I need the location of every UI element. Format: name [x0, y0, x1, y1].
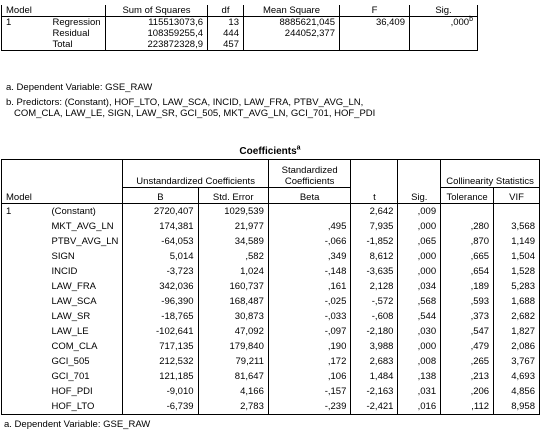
coef-cell-t: 1,484	[351, 369, 398, 384]
anova-row-residual	[2, 28, 478, 39]
anova-cell-ms: 244052,377	[244, 28, 340, 39]
coef-cell-vif: 4,856	[494, 384, 540, 399]
coef-row-label: LAW_FRA	[48, 279, 123, 294]
anova-note-dependent: a. Dependent Variable: GSE_RAW	[6, 82, 153, 93]
coef-row-label: GCI_701	[48, 369, 123, 384]
coef-cell-beta: ,495	[268, 219, 351, 234]
anova-cell-df: 457	[208, 39, 244, 51]
coef-cell-sig: ,031	[398, 384, 441, 399]
coef-cell-beta: -,033	[268, 309, 351, 324]
coef-cell-std-error: 81,647	[198, 369, 268, 384]
coef-cell-vif: 1,149	[494, 234, 540, 249]
coef-row-label: COM_CLA	[48, 339, 123, 354]
coef-cell-std-error: 179,840	[198, 339, 268, 354]
coef-cell-vif: 3,767	[494, 354, 540, 369]
anova-cell-df: 444	[208, 28, 244, 39]
coef-cell-tolerance: ,265	[441, 354, 494, 369]
table-row	[2, 204, 540, 220]
table-row	[2, 309, 540, 324]
coef-row-label: HOF_LTO	[48, 399, 123, 415]
anova-cell-df: 13	[208, 17, 244, 29]
coef-cell-beta: ,161	[268, 279, 351, 294]
coefficients-table	[1, 159, 540, 415]
anova-table	[1, 5, 478, 51]
anova-row-label: Total	[49, 39, 106, 51]
coef-cell-vif: 5,283	[494, 279, 540, 294]
coef-cell-sig: ,000	[398, 249, 441, 264]
coef-cell-beta: -,097	[268, 324, 351, 339]
coef-cell-b: 2720,407	[123, 204, 198, 220]
anova-row-label: Residual	[49, 28, 106, 39]
coef-cell-std-error: ,582	[198, 249, 268, 264]
coef-header-beta: Beta	[268, 188, 351, 204]
coef-cell-tolerance: ,654	[441, 264, 494, 279]
coef-row-label: PTBV_AVG_LN	[48, 234, 123, 249]
coef-model-number: 1	[2, 204, 48, 220]
coef-cell-std-error: 30,873	[198, 309, 268, 324]
coef-header-std-error: Std. Error	[198, 188, 268, 204]
coef-cell-std-error: 1,024	[198, 264, 268, 279]
anova-note-predictors-2: COM_CLA, LAW_LE, SIGN, LAW_SR, GCI_505, MKT_AVG_LN, GCI_701, HOF_PDI	[14, 108, 376, 119]
table-row	[2, 324, 540, 339]
coef-cell-beta: -,066	[268, 234, 351, 249]
coef-cell-tolerance: ,479	[441, 339, 494, 354]
coef-cell-tolerance: ,112	[441, 399, 494, 415]
coef-cell-vif: 1,504	[494, 249, 540, 264]
coef-cell-vif: 1,827	[494, 324, 540, 339]
coef-cell-std-error: 4,166	[198, 384, 268, 399]
coef-cell-sig: ,008	[398, 354, 441, 369]
coef-cell-beta: ,349	[268, 249, 351, 264]
coef-cell-sig: ,030	[398, 324, 441, 339]
coef-header-t: t	[351, 160, 398, 204]
table-row	[2, 399, 540, 415]
anova-cell-ss: 115513073,6	[106, 17, 208, 29]
coef-cell-beta: ,106	[268, 369, 351, 384]
coefficients-note-dependent: a. Dependent Variable: GSE_RAW	[4, 419, 151, 430]
coef-cell-t: 2,128	[351, 279, 398, 294]
coef-cell-vif: 4,693	[494, 369, 540, 384]
table-row	[2, 279, 540, 294]
coef-row-label: LAW_SR	[48, 309, 123, 324]
coef-header-b: B	[123, 188, 198, 204]
anova-header-model: Model	[2, 5, 49, 17]
coef-cell-vif: 2,682	[494, 309, 540, 324]
coef-cell-tolerance: ,547	[441, 324, 494, 339]
coef-row-label: SIGN	[48, 249, 123, 264]
coef-cell-b: -3,723	[123, 264, 198, 279]
coef-cell-vif: 1,528	[494, 264, 540, 279]
anova-note-predictors-1: b. Predictors: (Constant), HOF_LTO, LAW_SCA, INCID, LAW_FRA, PTBV_AVG_LN,	[6, 97, 364, 108]
coef-header-collinearity: Collinearity Statistics	[441, 160, 540, 188]
coefficients-title: Coefficients$^a$	[239, 144, 301, 157]
coef-cell-b: -6,739	[123, 399, 198, 415]
anova-header-sig: Sig.	[410, 5, 478, 17]
coef-cell-b: -102,641	[123, 324, 198, 339]
coef-cell-t: 8,612	[351, 249, 398, 264]
coef-cell-sig: ,016	[398, 399, 441, 415]
anova-row-regression	[2, 17, 478, 29]
coef-cell-t: -2,421	[351, 399, 398, 415]
coef-cell-b: 342,036	[123, 279, 198, 294]
coef-cell-std-error: 34,589	[198, 234, 268, 249]
coef-cell-t: -3,635	[351, 264, 398, 279]
coef-header-standardized: Standardized Coefficients	[268, 160, 351, 188]
table-row	[2, 369, 540, 384]
coef-cell-beta	[268, 204, 351, 220]
coef-cell-sig: ,034	[398, 279, 441, 294]
anova-header-f: F	[340, 5, 410, 17]
anova-cell-sig: ,000$^b$	[410, 17, 478, 29]
coef-cell-beta: -,148	[268, 264, 351, 279]
coef-cell-tolerance: ,593	[441, 294, 494, 309]
coef-cell-b: -96,390	[123, 294, 198, 309]
coef-header-tolerance: Tolerance	[441, 188, 494, 204]
anova-header-sum-of-squares: Sum of Squares	[106, 5, 208, 17]
coef-cell-b: 5,014	[123, 249, 198, 264]
coef-header-sig: Sig.	[398, 160, 441, 204]
coef-cell-t: 2,683	[351, 354, 398, 369]
anova-model-number: 1	[2, 17, 49, 29]
coef-cell-t: 3,988	[351, 339, 398, 354]
anova-cell-f: 36,409	[340, 17, 410, 29]
anova-header-df: df	[208, 5, 244, 17]
table-row	[2, 249, 540, 264]
coef-cell-tolerance	[441, 204, 494, 220]
coef-row-label: MKT_AVG_LN	[48, 219, 123, 234]
anova-cell-ss: 223872328,9	[106, 39, 208, 51]
coef-cell-std-error: 21,977	[198, 219, 268, 234]
coef-cell-tolerance: ,870	[441, 234, 494, 249]
coef-cell-b: -18,765	[123, 309, 198, 324]
coef-cell-beta: -,157	[268, 384, 351, 399]
coef-cell-t: -,572	[351, 294, 398, 309]
table-row	[2, 219, 540, 234]
coef-cell-b: 212,532	[123, 354, 198, 369]
coef-cell-t: -1,852	[351, 234, 398, 249]
coef-cell-t: -2,180	[351, 324, 398, 339]
coef-cell-b: 717,135	[123, 339, 198, 354]
coef-cell-beta: -,239	[268, 399, 351, 415]
anova-cell-ms: 8885621,045	[244, 17, 340, 29]
table-row	[2, 234, 540, 249]
coef-cell-t: 7,935	[351, 219, 398, 234]
coef-row-label: GCI_505	[48, 354, 123, 369]
coef-row-label: LAW_LE	[48, 324, 123, 339]
coef-cell-b: 174,381	[123, 219, 198, 234]
coef-cell-vif	[494, 204, 540, 220]
anova-row-total	[2, 39, 478, 51]
coef-cell-t: -2,163	[351, 384, 398, 399]
coef-cell-std-error: 168,487	[198, 294, 268, 309]
coef-cell-vif: 3,568	[494, 219, 540, 234]
coef-cell-sig: ,544	[398, 309, 441, 324]
coef-cell-std-error: 1029,539	[198, 204, 268, 220]
coef-cell-std-error: 47,092	[198, 324, 268, 339]
coef-cell-tolerance: ,280	[441, 219, 494, 234]
coef-cell-b: 121,185	[123, 369, 198, 384]
coef-cell-sig: ,000	[398, 264, 441, 279]
table-row	[2, 339, 540, 354]
coef-cell-vif: 8,958	[494, 399, 540, 415]
coef-cell-sig: ,138	[398, 369, 441, 384]
coef-cell-sig: ,009	[398, 204, 441, 220]
coef-cell-beta: ,190	[268, 339, 351, 354]
anova-cell-sig	[410, 39, 478, 51]
coef-cell-b: -64,053	[123, 234, 198, 249]
anova-header-mean-square: Mean Square	[244, 5, 340, 17]
coef-cell-tolerance: ,213	[441, 369, 494, 384]
anova-cell-sig	[410, 28, 478, 39]
coef-header-vif: VIF	[494, 188, 540, 204]
coef-cell-tolerance: ,373	[441, 309, 494, 324]
coef-cell-beta: -,025	[268, 294, 351, 309]
coef-cell-beta: ,172	[268, 354, 351, 369]
coef-cell-tolerance: ,665	[441, 249, 494, 264]
coef-cell-t: -,608	[351, 309, 398, 324]
coef-cell-b: -9,010	[123, 384, 198, 399]
coef-cell-t: 2,642	[351, 204, 398, 220]
coef-row-label: LAW_SCA	[48, 294, 123, 309]
coef-cell-std-error: 160,737	[198, 279, 268, 294]
anova-cell-f	[340, 28, 410, 39]
coef-cell-std-error: 79,211	[198, 354, 268, 369]
coef-cell-sig: ,000	[398, 219, 441, 234]
coef-row-label: (Constant)	[48, 204, 123, 220]
anova-row-label: Regression	[49, 17, 106, 29]
coef-cell-tolerance: ,189	[441, 279, 494, 294]
coef-cell-sig: ,065	[398, 234, 441, 249]
anova-cell-ms	[244, 39, 340, 51]
table-row	[2, 294, 540, 309]
coef-row-label: INCID	[48, 264, 123, 279]
coef-cell-std-error: 2,783	[198, 399, 268, 415]
coef-header-model: Model	[2, 160, 48, 204]
table-row	[2, 264, 540, 279]
anova-cell-ss: 108359255,4	[106, 28, 208, 39]
anova-cell-f	[340, 39, 410, 51]
coef-cell-vif: 1,688	[494, 294, 540, 309]
coef-cell-tolerance: ,206	[441, 384, 494, 399]
table-row	[2, 354, 540, 369]
coef-row-label: HOF_PDI	[48, 384, 123, 399]
coef-cell-vif: 2,086	[494, 339, 540, 354]
coef-cell-sig: ,568	[398, 294, 441, 309]
coef-header-unstandardized: Unstandardized Coefficients	[123, 160, 268, 188]
table-row	[2, 384, 540, 399]
coef-cell-sig: ,000	[398, 339, 441, 354]
